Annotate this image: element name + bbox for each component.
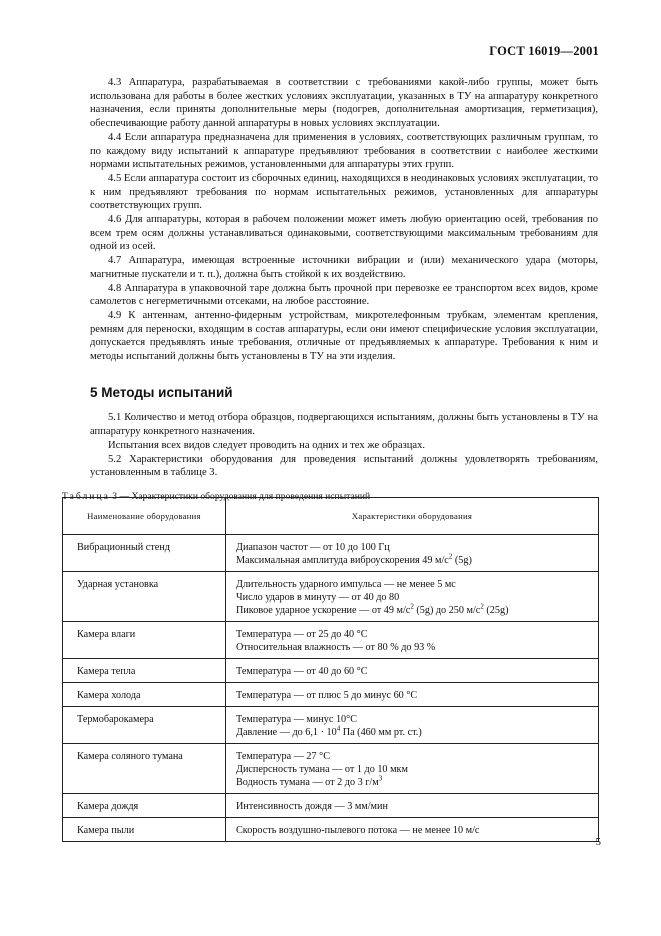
equipment-name: Камера дождя: [63, 794, 226, 818]
equipment-table: [62, 497, 599, 842]
paragraph-5-1b: Испытания всех видов следует проводить на одних и тех же образцах.: [108, 439, 426, 451]
superscript: 4: [336, 724, 341, 733]
char-text: (5g): [452, 555, 472, 566]
document-header: ГОСТ 16019—2001: [489, 44, 599, 58]
equipment-characteristics: [226, 794, 599, 818]
char-line: [236, 726, 590, 739]
equipment-name: Термобарокамера: [63, 707, 226, 744]
superscript: 2: [410, 602, 414, 611]
section-title: 5 Методы испытаний: [90, 384, 233, 400]
char-text: Максимальная амплитуда виброускорения 49 м/с: [236, 555, 449, 566]
header-equipment-characteristics: Характеристики оборудования: [226, 498, 599, 535]
char-line: Температура — минус 10°С: [236, 714, 358, 725]
char-line: [236, 604, 590, 617]
page-number: 5: [595, 836, 601, 848]
char-text: Па (460 мм рт. ст.): [340, 727, 422, 738]
equipment-characteristics: [226, 818, 599, 842]
superscript: 3: [378, 774, 383, 783]
equipment-name: Камера влаги: [63, 622, 226, 659]
equipment-name: Ударная установка: [63, 572, 226, 622]
char-line: Температура — 27 °С: [236, 751, 331, 762]
char-line: Температура — от 40 до 60 °С: [236, 666, 368, 677]
char-text: Давление — до 6,1 · 10: [236, 727, 337, 738]
equipment-name: Вибрационный стенд: [63, 535, 226, 572]
equipment-name: Камера соляного тумана: [63, 744, 226, 794]
equipment-name: Камера холода: [63, 683, 226, 707]
equipment-characteristics: [226, 707, 599, 744]
paragraph-4-7: 4.7 Аппаратура, имеющая встроенные источники вибрации и (или) механического удара (моторы, магнитные пускатели и т. п.), должна быть стойкой к их воздействию.: [90, 255, 598, 280]
superscript: 2: [480, 602, 484, 611]
table-header-row: [63, 498, 599, 535]
table-row: [63, 572, 599, 622]
paragraph-5-1: 5.1 Количество и метод отбора образцов, подвергающихся испытаниям, должны быть установлены в ТУ на аппаратуру конкретного назначения.: [90, 412, 598, 438]
char-line: Скорость воздушно-пылевого потока — не менее 10 м/с: [236, 825, 480, 836]
char-text: Водность тумана — от 2 до 3 г/м: [236, 777, 379, 788]
char-text: (5g) до 250 м/с: [413, 605, 481, 616]
table-row: [63, 818, 599, 842]
header-equipment-name: Наименование оборудования: [63, 498, 226, 535]
table-row: [63, 622, 599, 659]
char-line: Относительная влажность — от 80 % до 93 %: [236, 642, 436, 653]
equipment-name: Камера пыли: [63, 818, 226, 842]
equipment-characteristics: [226, 683, 599, 707]
paragraph-4-8: 4.8 Аппаратура в упаковочной таре должна быть прочной при перевозке ее транспортом всех видов, кроме самолетов с негерметичными отсеками, на любое расстояние.: [90, 282, 598, 308]
char-line: Число ударов в минуту — от 40 до 80: [236, 592, 400, 603]
char-text: (25g): [483, 605, 509, 616]
equipment-characteristics: [226, 744, 599, 794]
table-row: [63, 659, 599, 683]
paragraph-4-5: 4.5 Если аппаратура состоит из сборочных единиц, находящихся в неодинаковых условиях эксплуатации, то к ним предъявляют требования по нормам испытательных режимов, установленных для аппаратуры соответствующих групп.: [90, 172, 598, 212]
equipment-characteristics: [226, 535, 599, 572]
table-row: [63, 707, 599, 744]
char-line: Интенсивность дождя — 3 мм/мин: [236, 801, 388, 812]
table-row: [63, 535, 599, 572]
table-row: [63, 744, 599, 794]
char-line: Температура — от плюс 5 до минус 60 °С: [236, 690, 418, 701]
char-line: Диапазон частот — от 10 до 100 Гц: [236, 542, 390, 553]
superscript: 2: [448, 552, 453, 561]
paragraph-4-9: 4.9 К антеннам, антенно-фидерным устройствам, микротелефонным трубкам, элементам крепления, ремням для переноски, входящим в состав аппаратуры, если они имеют специфические условия эксплуатации, допускается предъявлять иные требования, отличные от предъявляемых к аппаратуре. Требования к ним и методы испытаний должны быть установлены в ТУ на эти изделия.: [90, 309, 598, 363]
char-line: Длительность ударного импульса — не менее 5 мс: [236, 579, 456, 590]
char-line: Температура — от 25 до 40 °С: [236, 629, 368, 640]
paragraph-4-4: 4.4 Если аппаратура предназначена для применения в условиях, соответствующих различным группам, то по каждому виду испытаний к аппаратуре предъявляют требования в соответствии с наиболее жесткими нормами испытательных режимов, установленными для аппаратуры этих групп.: [90, 131, 598, 171]
equipment-name: Камера тепла: [63, 659, 226, 683]
table-row: [63, 683, 599, 707]
char-line: Дисперсность тумана — от 1 до 10 мкм: [236, 764, 408, 775]
paragraph-4-6: 4.6 Для аппаратуры, которая в рабочем положении может иметь любую ориентацию осей, требования по всем трем осям должны устанавливаться одинаковыми, соответствующими максимальным требованиям для одной из осей.: [90, 214, 598, 253]
equipment-characteristics: [226, 622, 599, 659]
char-line: [236, 554, 590, 567]
paragraph-5-2: 5.2 Характеристики оборудования для проведения испытаний должны удовлетворять требованиям, установленным в таблице 3.: [90, 453, 598, 479]
char-text: Пиковое ударное ускорение — от 49 м/с: [236, 605, 411, 616]
equipment-characteristics: [226, 659, 599, 683]
body-text: [62, 76, 598, 510]
table-caption-label: Таблица: [62, 490, 110, 502]
char-line: [236, 776, 590, 789]
paragraph-4-3: 4.3 Аппаратура, разрабатываемая в соответствии с требованиями какой-либо группы, может быть использована для работы в более жестких условиях эксплуатации, указанных в ТУ на аппаратуру конкретного назначения, если приняты дополнительные меры (подогрев, дополнительная амортизация, герметизация), обеспечивающие работу данной аппаратуры в новых условиях эксплуатации.: [90, 77, 598, 130]
table-caption-text: 3 — Характеристики оборудования для проведения испытаний: [112, 490, 371, 502]
table-row: [63, 794, 599, 818]
equipment-characteristics: [226, 572, 599, 622]
